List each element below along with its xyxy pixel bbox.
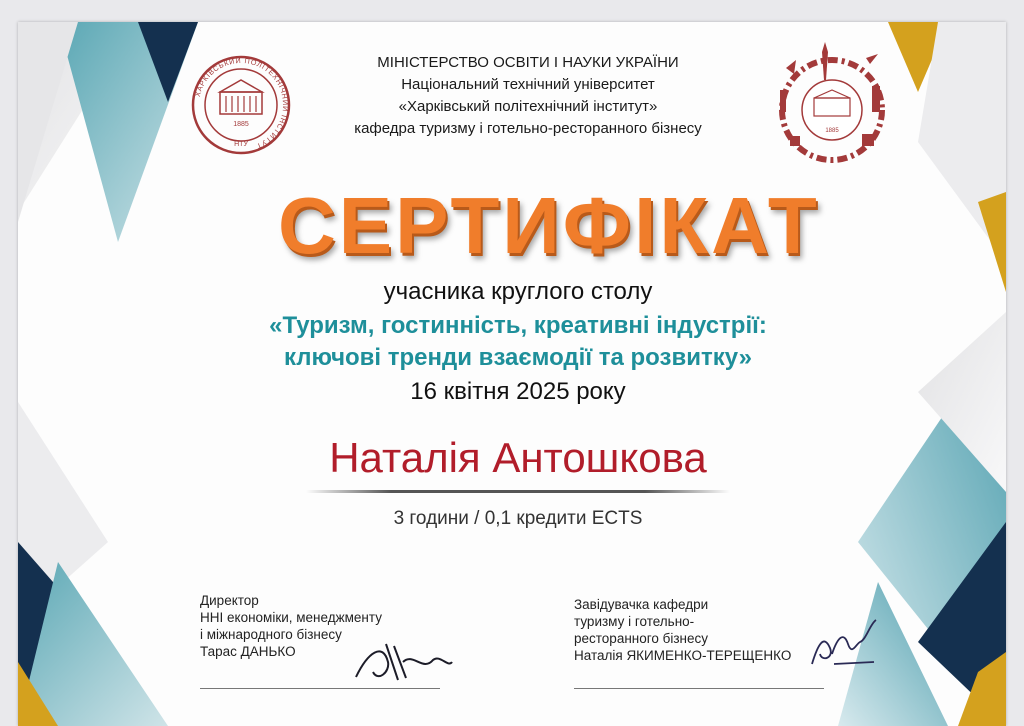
signatory-right-title: Завідувачка кафедри [574, 597, 709, 612]
signatory-left-title: Директор [200, 593, 259, 608]
svg-text:1885: 1885 [233, 121, 249, 128]
signatory-right-name: Наталія ЯКИМЕНКО-ТЕРЕЩЕНКО [574, 648, 792, 663]
event-date: 16 квітня 2025 року [410, 378, 626, 405]
department-name: кафедра туризму і готельно-ресторанного бізнесу [354, 120, 702, 137]
certificate-sheet [18, 22, 1006, 726]
signatory-left-unit-2: і міжнародного бізнесу [200, 627, 342, 642]
university-name: Національний технічний університет [401, 76, 655, 93]
signatory-left-name: Тарас ДАНЬКО [200, 644, 296, 659]
ministry-heading: МІНІСТЕРСТВО ОСВІТИ І НАУКИ УКРАЇНИ [377, 54, 679, 71]
university-seal-left [190, 54, 292, 156]
signatory-left-unit-1: ННІ економіки, менеджменту [200, 610, 382, 625]
svg-text:ХАРКІВСЬКИЙ ПОЛІТЕХНІЧНИЙ ІНСТ: ХАРКІВСЬКИЙ ПОЛІТЕХНІЧНИЙ ІНСТИТУТ [192, 55, 291, 151]
signature-line-left [200, 688, 440, 689]
recipient-name: Наталія Антошкова [329, 434, 707, 481]
svg-text:НТУ: НТУ [234, 141, 248, 148]
tourism-emblem [766, 40, 898, 172]
event-title-line-1: «Туризм, гостинність, креативні індустрії: [269, 312, 767, 339]
signatory-right [574, 596, 791, 664]
credits-text: 3 години / 0,1 кредити ECTS [393, 508, 643, 529]
event-title-line-2: ключові тренди взаємодії та розвитку» [283, 344, 753, 371]
signature-right [804, 614, 884, 674]
certificate-title: СЕРТИФІКАТ [278, 181, 820, 270]
signature-line-right [574, 688, 824, 689]
signature-left [348, 632, 458, 692]
participant-line: учасника круглого столу [383, 278, 653, 305]
institute-name: «Харківський політехнічний інститут» [398, 98, 658, 115]
recipient-underline [306, 490, 730, 493]
signatory-right-unit-2: ресторанного бізнесу [574, 631, 709, 646]
signatory-right-unit-1: туризму і готельно- [574, 614, 695, 629]
svg-text:1885: 1885 [825, 128, 839, 134]
